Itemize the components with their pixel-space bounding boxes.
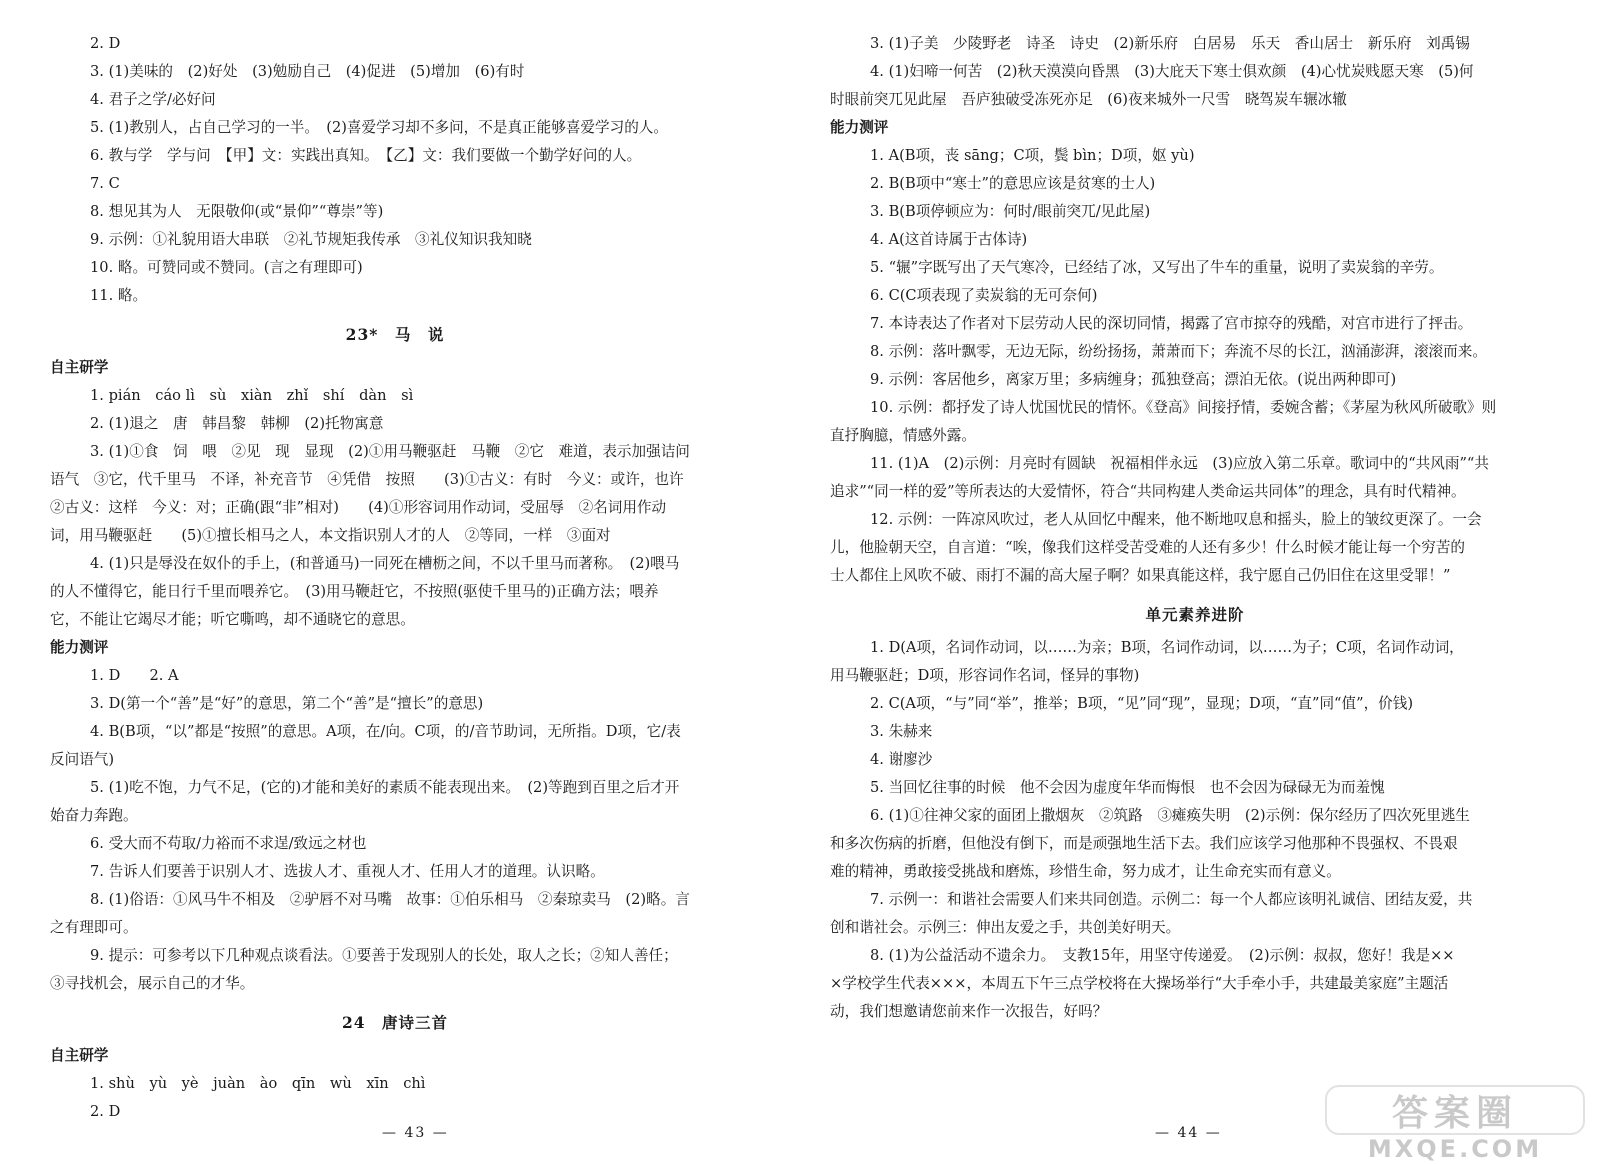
answer-line: 7. C bbox=[90, 175, 120, 192]
answer-continuation: 创和谐社会。示例三：伸出友爱之手，共创美好明天。 bbox=[830, 919, 1181, 936]
answer-line: 4. A(这首诗属于古体诗) bbox=[870, 231, 1028, 248]
answer-line: 1. shù yù yè juàn ào qīn wù xīn chì bbox=[90, 1075, 426, 1092]
watermark-logo: 答案圈 bbox=[1325, 1085, 1585, 1135]
answer-line: 4. (1)只是辱没在奴仆的手上，(和普通马)一同死在槽枥之间，不以千里马而著称。 (2)喂马 bbox=[90, 555, 680, 572]
answer-line: 8. 示例：落叶飘零，无边无际，纷纷扬扬，萧萧而下；奔流不尽的长江，汹涌澎湃，滚滚而来。 bbox=[870, 343, 1487, 360]
answer-continuation: 儿，他脸朝天空，自言道：“唉，像我们这样受苦受难的人还有多少！什么时候才能让每一个穷苦的 bbox=[830, 539, 1465, 556]
answer-continuation: 用马鞭驱赶；D项，形容词作名词，怪异的事物) bbox=[830, 667, 1140, 684]
answer-line: 4. 君子之学/必好问 bbox=[90, 91, 216, 108]
answer-line: 3. D(第一个“善”是“好”的意思，第二个“善”是“擅长”的意思) bbox=[90, 695, 484, 712]
answer-line: 1. D(A项，名词作动词，以……为亲；B项，名词作动词，以……为子；C项，名词作动词， bbox=[870, 639, 1464, 656]
section-heading: 能力测评 bbox=[50, 639, 109, 656]
answer-line: 9. 示例：客居他乡，离家万里；多病缠身；孤独登高；漂泊无依。(说出两种即可) bbox=[870, 371, 1397, 388]
answer-line: 8. 想见其为人 无限敬仰(或“景仰”“尊崇”等) bbox=[90, 203, 384, 220]
answer-line: 3. (1)美味的 (2)好处 (3)勉励自己 (4)促进 (5)增加 (6)有时 bbox=[90, 63, 525, 80]
answer-line: 5. (1)吃不饱，力气不足，(它的)才能和美好的素质不能表现出来。 (2)等跑到百里之后才开 bbox=[90, 779, 680, 796]
answer-line: 1. A(B项，丧 sāng；C项，鬓 bìn；D项，妪 yù) bbox=[870, 147, 1195, 164]
answer-continuation: 它，不能让它竭尽才能；听它嘶鸣，却不通晓它的意思。 bbox=[50, 611, 415, 628]
answer-continuation: 时眼前突兀见此屋 吾庐独破受冻死亦足 (6)夜来城外一尺雪 晓驾炭车辗冰辙 bbox=[830, 91, 1347, 108]
page-number-left: — 43 — bbox=[382, 1125, 449, 1141]
answer-line: 5. (1)教别人，占自己学习的一半。 (2)喜爱学习却不多问，不是真正能够喜爱学习的人。 bbox=[90, 119, 668, 136]
answer-line: 6. 教与学 学与问 【甲】文：实践出真知。 【乙】文：我们要做一个勤学好问的人。 bbox=[90, 147, 642, 164]
answer-line: 7. 告诉人们要善于识别人才、选拔人才、重视人才、任用人才的道理。认识略。 bbox=[90, 863, 605, 880]
answer-continuation: 之有理即可。 bbox=[50, 919, 138, 936]
answer-line: 3. 朱赫来 bbox=[870, 723, 933, 740]
answer-continuation: ×学校学生代表×××，本周五下午三点学校将在大操场举行“大手牵小手，共建最美家庭”主题活 bbox=[830, 975, 1449, 992]
section-heading: 自主研学 bbox=[50, 359, 109, 376]
answer-line: 5. 当回忆往事的时候 他不会因为虚度年华而悔恨 也不会因为碌碌无为而羞愧 bbox=[870, 779, 1385, 796]
answer-line: 2. (1)退之 唐 韩昌黎 韩柳 (2)托物寓意 bbox=[90, 415, 384, 432]
lesson-title: 23* 马 说 bbox=[345, 325, 445, 344]
answer-line: 8. (1)俗语：①风马牛不相及 ②驴唇不对马嘴 故事：①伯乐相马 ②秦琼卖马 (2)略。言 bbox=[90, 891, 690, 908]
answer-line: 3. (1)①食 饲 喂 ②见 现 显现 (2)①用马鞭驱赶 马鞭 ②它 难道，表示加强诘问 bbox=[90, 443, 690, 460]
section-heading: 自主研学 bbox=[50, 1047, 109, 1064]
answer-line: 6. (1)①往神父家的面团上撒烟灰 ②筑路 ③瘫痪失明 (2)示例：保尔经历了四次死里逃生 bbox=[870, 807, 1470, 824]
answer-continuation: 士人都住上风吹不破、雨打不漏的高大屋子啊？如果真能这样，我宁愿自己仍旧住在这里受罪！” bbox=[830, 567, 1451, 584]
answer-line: 8. (1)为公益活动不遗余力。 支教15年，用坚守传递爱。 (2)示例：叔叔，您好！我是×× bbox=[870, 947, 1455, 964]
answer-line: 2. B(B项中“寒士”的意思应该是贫寒的士人) bbox=[870, 175, 1156, 192]
watermark bbox=[1325, 1085, 1585, 1163]
answer-continuation: 动，我们想邀请您前来作一次报告，好吗？ bbox=[830, 1003, 1108, 1020]
answer-line: 10. 略。可赞同或不赞同。(言之有理即可) bbox=[90, 259, 363, 276]
answer-line: 9. 示例：①礼貌用语大串联 ②礼节规矩我传承 ③礼仪知识我知晓 bbox=[90, 231, 532, 248]
answer-continuation: ②古义：这样 今义：对；正确(跟“非”相对) (4)①形容词用作动词，受屈辱 ②名词用作动 bbox=[50, 499, 667, 516]
answer-line: 6. C(C项表现了卖炭翁的无可奈何) bbox=[870, 287, 1098, 304]
answer-line: 2. D bbox=[90, 1103, 121, 1120]
page-right bbox=[830, 30, 1560, 1026]
answer-line: 11. 略。 bbox=[90, 287, 148, 304]
answer-continuation: 词，用马鞭驱赶 (5)①擅长相马之人，本文指识别人才的人 ②等同，一样 ③面对 bbox=[50, 527, 611, 544]
answer-line: 5. “辗”字既写出了天气寒冷，已经结了冰，又写出了牛车的重量，说明了卖炭翁的辛劳。 bbox=[870, 259, 1444, 276]
watermark-site: MXQE.COM bbox=[1367, 1135, 1543, 1163]
answer-line: 2. C(A项，“与”同“举”，推举；B项，“见”同“现”，显现；D项，“直”同“值”，价钱) bbox=[870, 695, 1414, 712]
answer-line: 7. 本诗表达了作者对下层劳动人民的深切同情，揭露了宫市掠夺的残酷，对宫市进行了抨击。 bbox=[870, 315, 1473, 332]
lesson-title: 24 唐诗三首 bbox=[341, 1013, 449, 1032]
answer-continuation: 和多次伤病的折磨，但他没有倒下，而是顽强地生活下去。我们应该学习他那种不畏强权、不畏艰 bbox=[830, 835, 1458, 852]
answer-line: 10. 示例：都抒发了诗人忧国忧民的情怀。《登高》间接抒情，委婉含蓄；《茅屋为秋风所破歌》则 bbox=[870, 399, 1497, 416]
answer-line: 1. pián cáo lì sù xiàn zhǐ shí dàn sì bbox=[90, 387, 414, 404]
answer-continuation: ③寻找机会，展示自己的才华。 bbox=[50, 975, 255, 992]
section-heading: 能力测评 bbox=[830, 119, 889, 136]
answer-continuation: 语气 ③它，代千里马 不译，补充音节 ④凭借 按照 (3)①古义：有时 今义：或许，也许 bbox=[50, 471, 684, 488]
answer-line: 7. 示例一：和谐社会需要人们来共同创造。示例二：每一个人都应该明礼诚信、团结友爱，共 bbox=[870, 891, 1473, 908]
answer-continuation: 直抒胸臆，情感外露。 bbox=[830, 427, 976, 444]
page-left bbox=[50, 30, 740, 1126]
answer-continuation: 反问语气) bbox=[50, 751, 115, 768]
answer-continuation: 的人不懂得它，能日行千里而喂养它。 (3)用马鞭赶它，不按照(驱使千里马的)正确方法；喂养 bbox=[50, 583, 659, 600]
answer-line: 1. D 2. A bbox=[90, 667, 179, 684]
answer-line: 3. (1)子美 少陵野老 诗圣 诗史 (2)新乐府 白居易 乐天 香山居士 新乐府 刘禹锡 bbox=[870, 35, 1470, 52]
answer-line: 2. D bbox=[90, 35, 121, 52]
answer-continuation: 难的精神，勇敢接受挑战和磨炼，珍惜生命，努力成才，让生命充实而有意义。 bbox=[830, 863, 1341, 880]
answer-line: 9. 提示：可参考以下几种观点谈看法。①要善于发现别人的长处，取人之长；②知人善任； bbox=[90, 947, 678, 964]
answer-line: 4. 谢廖沙 bbox=[870, 751, 933, 768]
answer-line: 6. 受大而不苟取/力裕而不求逞/致远之材也 bbox=[90, 835, 367, 852]
answer-line: 11. (1)A (2)示例：月亮时有圆缺 祝福相伴永远 (3)应放入第二乐章。歌词中的“共风雨”“共 bbox=[870, 455, 1489, 472]
answer-line: 4. B(B项，“以”都是“按照”的意思。A项，在/向。C项，的/音节助词，无所指。D项，它/表 bbox=[90, 723, 681, 740]
answer-continuation: 始奋力奔跑。 bbox=[50, 807, 138, 824]
page-number-right: — 44 — bbox=[1155, 1125, 1222, 1141]
answer-line: 4. (1)妇啼一何苦 (2)秋天漠漠向昏黑 (3)大庇天下寒士俱欢颜 (4)心忧炭贱愿天寒 (5)何 bbox=[870, 63, 1474, 80]
answer-line: 3. B(B项停顿应为：何时/眼前突兀/见此屋) bbox=[870, 203, 1151, 220]
answer-line: 12. 示例：一阵凉风吹过，老人从回忆中醒来，他不断地叹息和摇头，脸上的皱纹更深了。一会 bbox=[870, 511, 1482, 528]
answer-continuation: 追求”“同一样的爱”等所表达的大爱情怀，符合“共同构建人类命运共同体”的理念，具有时代精神。 bbox=[830, 483, 1466, 500]
lesson-title: 单元素养进阶 bbox=[1145, 605, 1245, 624]
